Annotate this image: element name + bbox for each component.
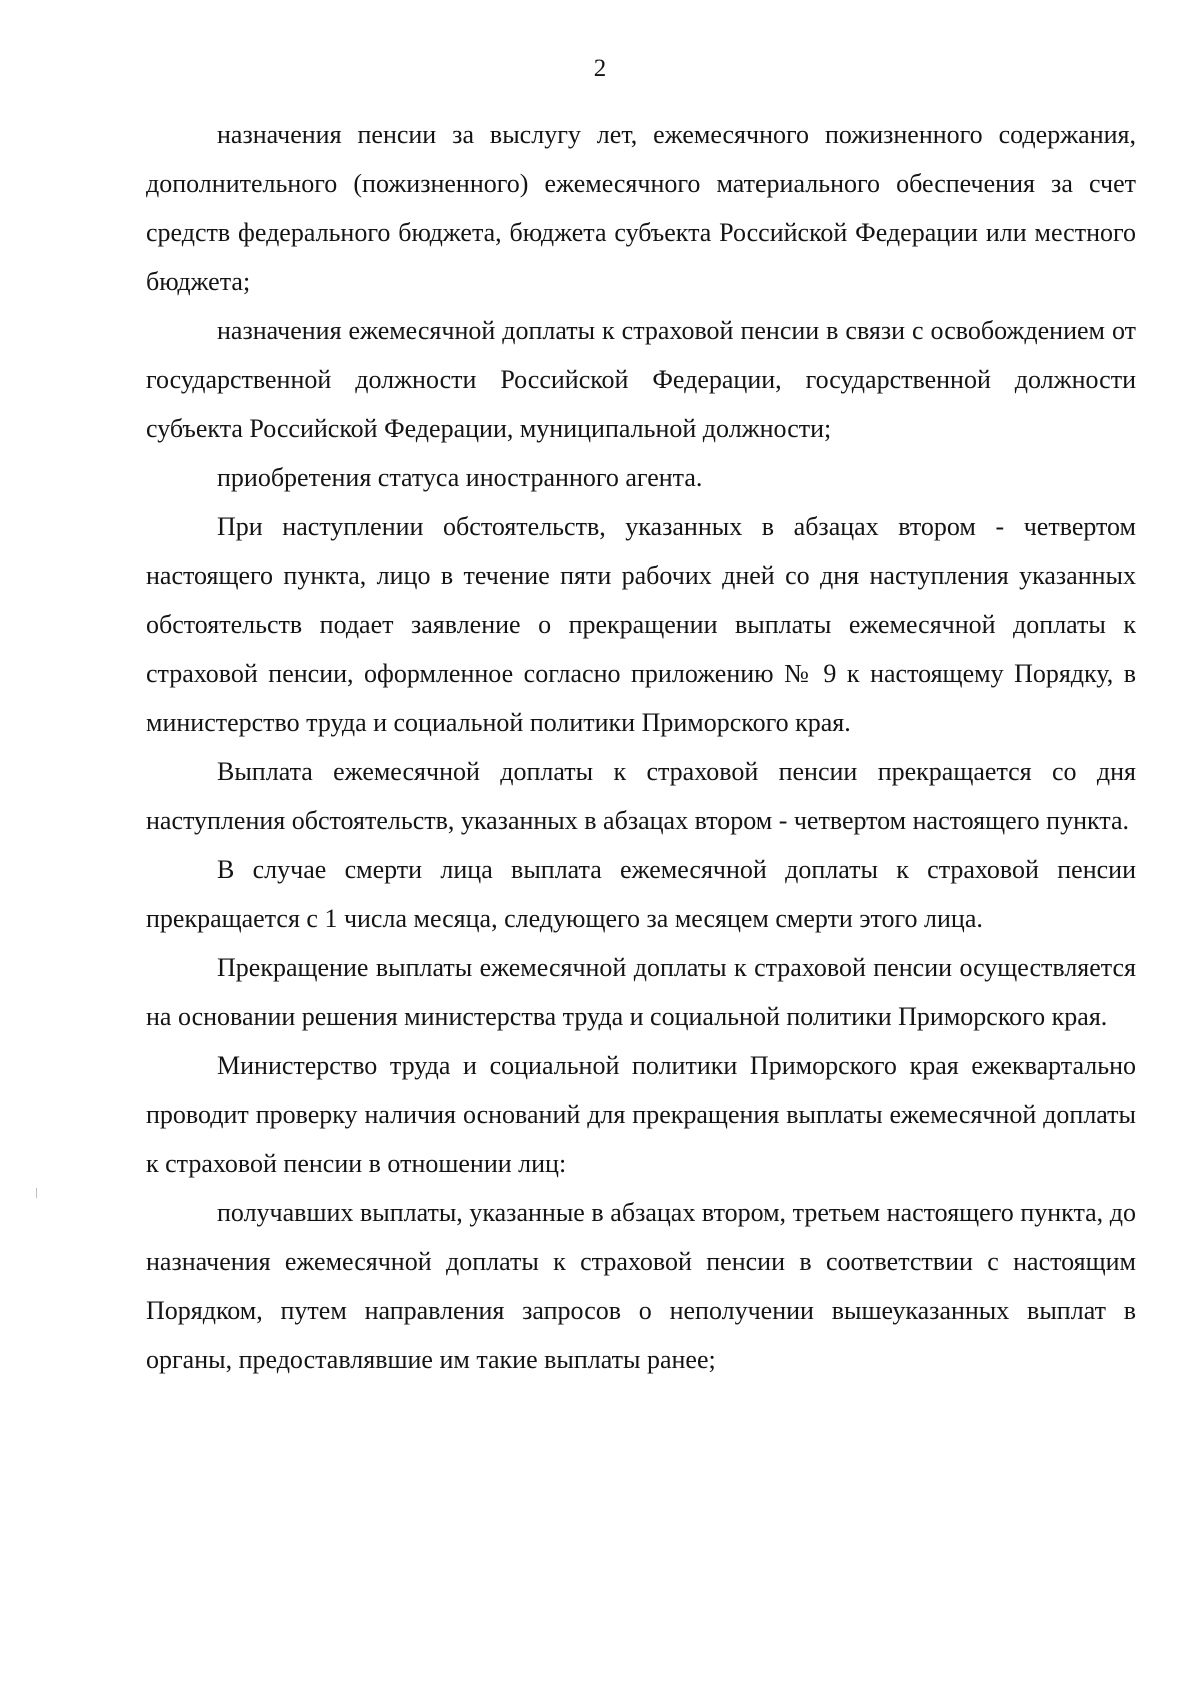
paragraph-application-duty: При наступлении обстоятельств, указанных в абзацах втором - четвертом настоящего пункта, лицо в течение пяти рабочих дней со дня наступления указанных обстоятельств подает заявление о прекращении выплаты ежемесячной доплаты к страховой пенсии, оформленное согласно приложению № 9 к настоящему Порядку, в министерство труда и социальной политики Приморского края. xyxy=(146,512,1136,737)
paragraph-previous-recipients: получавших выплаты, указанные в абзацах втором, третьем настоящего пункта, до назначения ежемесячной доплаты к страховой пенсии в соответствии с настоящим Порядком, путем направления запросов о неполучении вышеуказанных выплат в органы, предоставлявшие им такие выплаты ранее; xyxy=(146,1198,1136,1374)
paragraph-pension-grounds: назначения пенсии за выслугу лет, ежемесячного пожизненного содержания, дополнительного (пожизненного) ежемесячного материального обеспечения за счет средств федерального бюджета, бюджета субъекта Российской Федерации или местного бюджета; xyxy=(146,120,1136,296)
paragraph-foreign-agent: приобретения статуса иностранного агента. xyxy=(217,463,703,492)
paragraph-death-case: В случае смерти лица выплата ежемесячной доплаты к страховой пенсии прекращается с 1 числа месяца, следующего за месяцем смерти этого лица. xyxy=(146,855,1136,933)
page-number: 2 xyxy=(593,55,607,82)
scan-mark xyxy=(36,1188,37,1198)
paragraph-termination-decision: Прекращение выплаты ежемесячной доплаты к страховой пенсии осуществляется на основании решения министерства труда и социальной политики Приморского края. xyxy=(146,953,1136,1031)
paragraph-payment-termination-date: Выплата ежемесячной доплаты к страховой пенсии прекращается со дня наступления обстоятельств, указанных в абзацах втором - четвертом настоящего пункта. xyxy=(146,757,1136,835)
document-body xyxy=(146,110,1136,1384)
paragraph-quarterly-check: Министерство труда и социальной политики Приморского края ежеквартально проводит проверку наличия оснований для прекращения выплаты ежемесячной доплаты к страховой пенсии в отношении лиц: xyxy=(146,1051,1136,1178)
paragraph-supplement-grounds: назначения ежемесячной доплаты к страховой пенсии в связи с освобождением от государственной должности Российской Федерации, государственной должности субъекта Российской Федерации, муниципальной должности; xyxy=(146,316,1136,443)
